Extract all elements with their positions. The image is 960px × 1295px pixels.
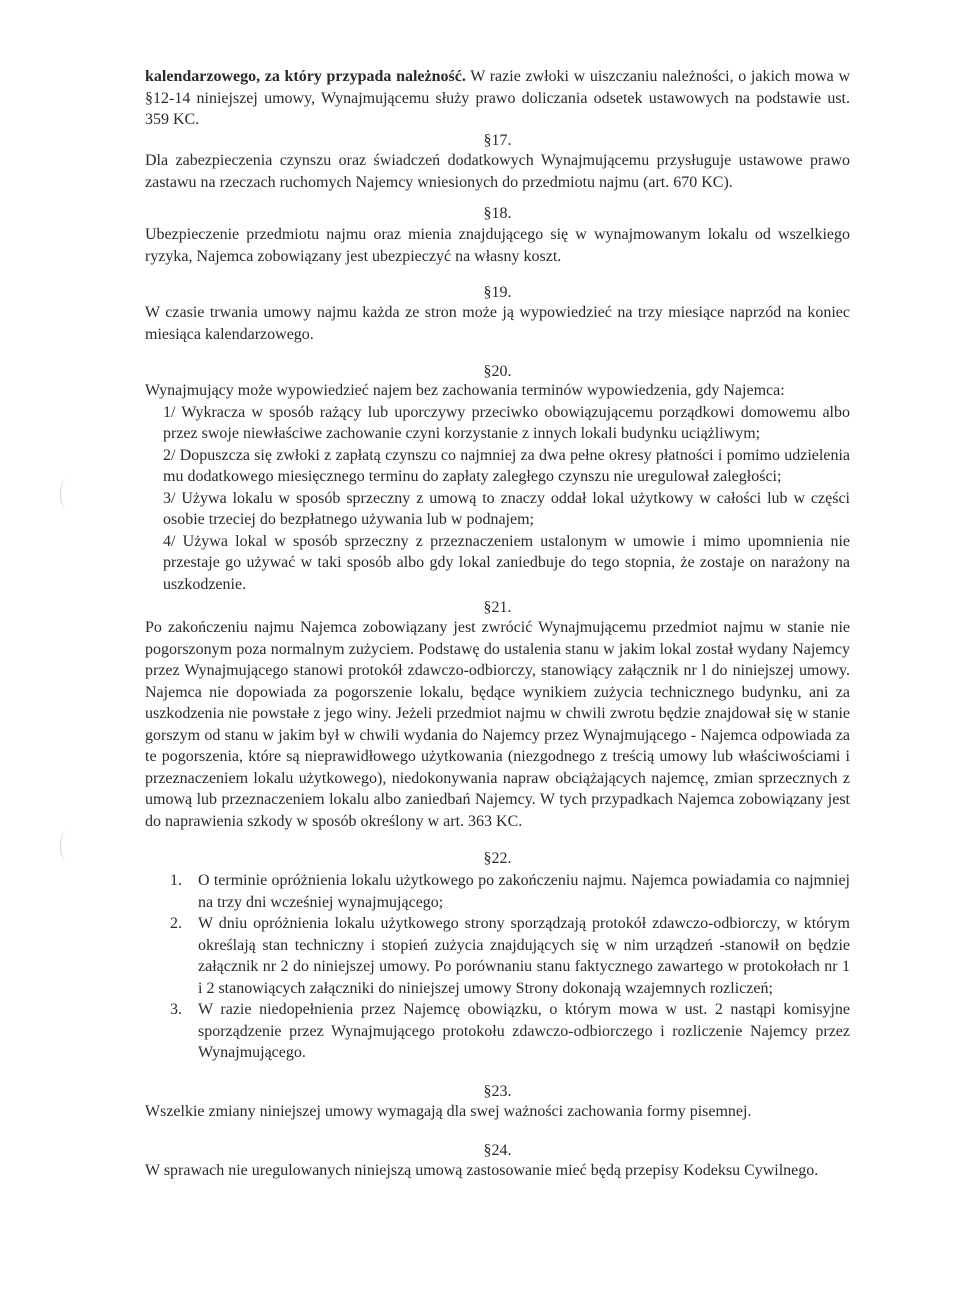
section-20-item: 4/ Używa lokal w sposób sprzeczny z przeznaczeniem ustalonym w umowie i mimo upomnienia nie przestaje go używać w taki sposób albo gdy lokal zaniedbuje do tego stopnia, że zostaje on narażony na uszkodzenie. [163, 532, 850, 593]
section-20-body [145, 380, 850, 595]
section-20-lead: Wynajmujący może wypowiedzieć najem bez zachowania terminów wypowiedzenia, gdy Najemca: [145, 382, 785, 399]
section-heading-22: §22. [483, 850, 512, 867]
section-17-text: Dla zabezpieczenia czynszu oraz świadczeń dodatkowych Wynajmującemu przysługuje ustawowe prawo zastawu na rzeczach ruchomych Najemcy wniesionych do przedmiotu najmu (art. 670 KC). [145, 152, 850, 191]
punch-hole-mark [60, 830, 75, 862]
section-heading-19: §19. [483, 284, 512, 301]
intro-text: W razie zwłoki w uiszczaniu należności, o jakich mowa w §12-14 niniejszej umowy, Wynajmującemu służy prawo doliczania odsetek ustawowych na podstawie ust. 359 KC. [145, 68, 850, 128]
section-22-item [145, 870, 850, 913]
section-23-text: Wszelkie zmiany niniejszej umowy wymagają dla swej ważności zachowania formy pisemnej. [145, 1103, 752, 1120]
section-heading-17: §17. [483, 132, 512, 149]
section-20-item: 3/ Używa lokalu w sposób sprzeczny z umową to znaczy oddał lokal użytkowy w całości lub w części osobie trzeciej do bezpłatnego używania lub w podnajem; [163, 489, 850, 528]
section-20-item: 2/ Dopuszcza się zwłoki z zapłatą czynszu co najmniej za dwa pełne okresy płatności i pomimo udzielenia mu dodatkowego miesięcznego terminu do zapłaty zaległego czynszu nie uregulował zaległości; [163, 446, 850, 485]
section-19-text: W czasie trwania umowy najmu każda ze stron może ją wypowiedzieć na trzy miesiące naprzód na koniec miesiąca kalendarzowego. [145, 304, 850, 343]
section-22-item [145, 999, 850, 1064]
item-text: O terminie opróżnienia lokalu użytkowego po zakończeniu najmu. Najemca powiadamia co najmniej na trzy dni wcześniej wynajmującego; [198, 872, 850, 911]
section-21-text: Po zakończeniu najmu Najemca zobowiązany jest zwrócić Wynajmującemu przedmiot najmu w stanie nie pogorszonym poza normalnym zużyciem. Podstawę do ustalenia stanu w jakim lokal został wydany Najemcy przez Wynajmującego stanowi protokół zdawczo-odbiorczy, stanowiący załącznik nr l do niniejszej umowy. Najemca nie dopowiada za pogorszenie lokalu, będące wynikiem zużycia technicznego budynku, ani za uszkodzenia nie powstałe z jego winy. Jeżeli przedmiot najmu w chwili zwrotu będzie znajdował się w stanie gorszym od stanu w jakim był w chwili wydania do Najemcy przez Wynajmującego - Najemca odpowiada za te pogorszenia, które są nieprawidłowego użytkowania (niezgodnego z treścią umowy lub właściwościami i przeznaczeniem lokalu użytkowego), niedokonywania napraw obciążających najemcę, zmian sprzecznych z umową lub przeznaczeniem lokalu albo zaniedbań Najemcy. W tych przypadkach Najemca zobowiązany jest do naprawienia szkody w sposób określony w art. 363 KC. [145, 619, 850, 830]
section-heading-18: §18. [483, 205, 512, 222]
item-number: 2. [170, 915, 182, 932]
punch-hole-mark [60, 478, 75, 510]
intro-bold-text: kalendarzowego, za który przypada należność. [145, 68, 466, 85]
section-heading-21: §21. [483, 599, 512, 616]
intro-paragraph [145, 66, 850, 131]
item-text: W razie niedopełnienia przez Najemcę obowiązku, o którym mowa w ust. 2 nastąpi komisyjne sporządzenie przez Wynajmującego protokołu zdawczo-odbiorczego i rozliczenie Najemcy przez Wynajmującego. [198, 1001, 850, 1061]
section-18-text: Ubezpieczenie przedmiotu najmu oraz mienia znajdującego się w wynajmowanym lokalu od wszelkiego ryzyka, Najemca zobowiązany jest ubezpieczyć na własny koszt. [145, 226, 850, 265]
section-22-list [145, 870, 850, 1064]
item-number: 1. [170, 872, 182, 889]
section-heading-24: §24. [483, 1142, 512, 1159]
item-text: W dniu opróżnienia lokalu użytkowego strony sporządzają protokół zdawczo-odbiorczy, w którym określają stan techniczny i stopień zużycia znajdujących się w nim urządzeń -stanowił on będzie załącznik nr 2 do niniejszej umowy. Po porównaniu stanu faktycznego zawartego w protokołach nr 1 i 2 stanowiących załączniki do niniejszej umowy Strony dokonają wzajemnych rozliczeń; [198, 915, 850, 997]
section-24-text: W sprawach nie uregulowanych niniejszą umową zastosowanie mieć będą przepisy Kodeksu Cywilnego. [145, 1162, 819, 1179]
item-number: 3. [170, 1001, 182, 1018]
section-heading-20: §20. [483, 363, 512, 380]
section-20-item: 1/ Wykracza w sposób rażący lub uporczywy przeciwko obowiązującemu porządkowi domowemu albo przez swoje niewłaściwe zachowanie czyni korzystanie z innych lokali budynku uciążliwym; [163, 403, 850, 442]
section-heading-23: §23. [483, 1083, 512, 1100]
section-22-item [145, 913, 850, 999]
